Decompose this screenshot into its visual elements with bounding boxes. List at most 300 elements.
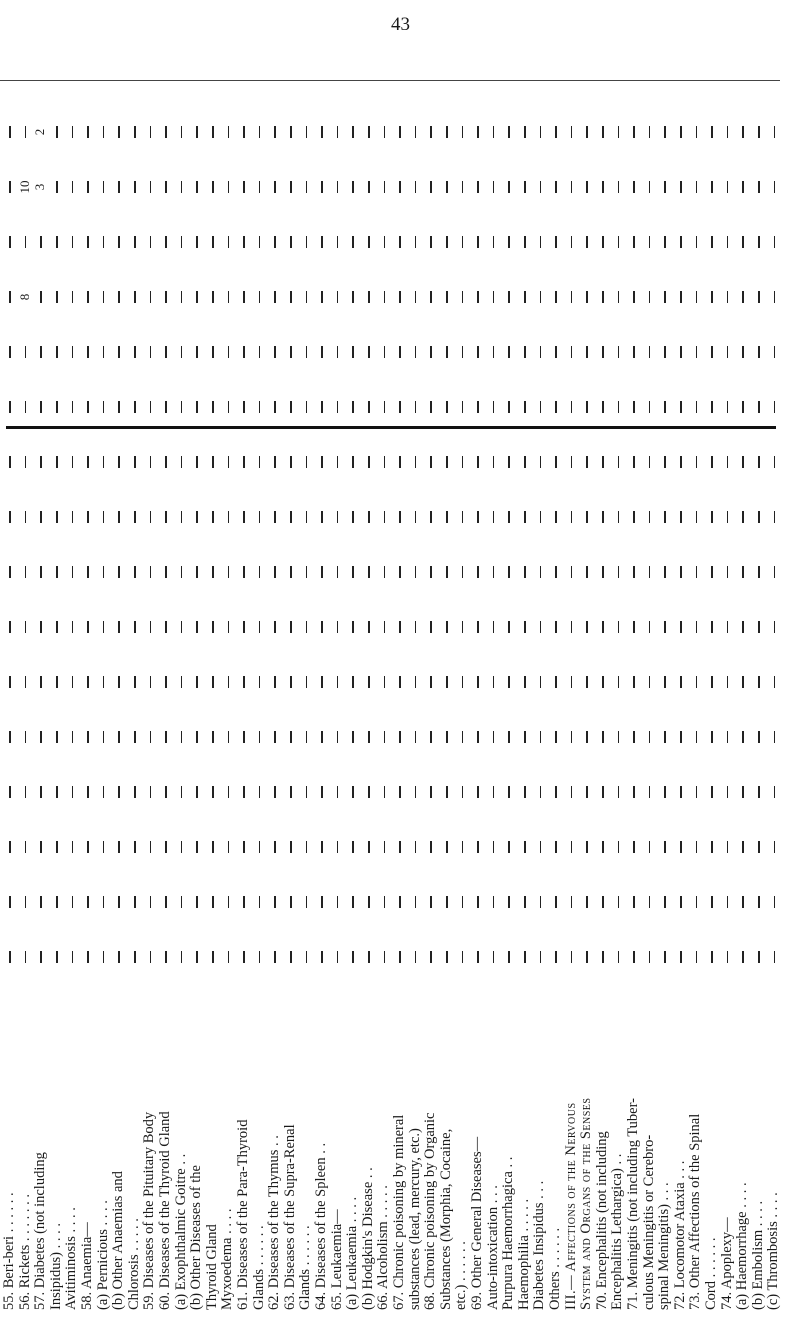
dash-mark xyxy=(352,566,354,578)
dash-mark xyxy=(290,841,292,853)
dash-mark xyxy=(477,181,479,193)
dash-mark xyxy=(555,731,557,743)
dash-mark xyxy=(196,346,198,358)
dash-mark xyxy=(649,951,651,963)
dash-mark xyxy=(337,676,339,688)
dash-mark xyxy=(399,511,401,523)
dash-mark xyxy=(540,291,542,303)
dash-mark xyxy=(243,346,245,358)
dash-mark xyxy=(664,401,666,413)
dash-mark xyxy=(555,566,557,578)
dash-mark xyxy=(430,511,432,523)
dash-mark xyxy=(165,401,167,413)
dash-mark xyxy=(742,126,744,138)
dash-mark xyxy=(415,346,417,358)
dash-mark xyxy=(696,511,698,523)
dash-mark xyxy=(196,126,198,138)
dash-mark xyxy=(290,401,292,413)
dash-mark xyxy=(586,621,588,633)
dash-mark xyxy=(493,566,495,578)
dash-mark xyxy=(212,511,214,523)
dash-mark xyxy=(134,401,136,413)
dash-mark xyxy=(150,236,152,248)
dash-mark xyxy=(555,621,557,633)
dash-mark xyxy=(758,566,760,578)
dash-mark xyxy=(118,401,120,413)
dash-mark xyxy=(586,346,588,358)
dash-mark xyxy=(493,786,495,798)
row-text: Apoplexy— xyxy=(718,1217,735,1290)
row-text: Diabetes (not including xyxy=(32,1152,49,1289)
row-text: Chronic poisoning by mineral xyxy=(391,1114,407,1289)
dash-mark xyxy=(196,786,198,798)
dash-mark xyxy=(118,291,120,303)
dash-mark xyxy=(352,676,354,688)
dash-mark xyxy=(25,786,27,798)
dash-mark xyxy=(368,841,370,853)
dash-mark xyxy=(212,786,214,798)
dash-mark xyxy=(306,126,308,138)
dash-mark xyxy=(384,401,386,413)
row-text: Chlorosis . . . . . xyxy=(125,1218,142,1310)
dash-mark xyxy=(243,181,245,193)
dash-mark xyxy=(680,841,682,853)
dash-mark xyxy=(118,126,120,138)
dash-mark xyxy=(399,291,401,303)
dash-mark xyxy=(321,566,323,578)
dash-mark xyxy=(25,621,27,633)
row-number: 66. xyxy=(375,1289,392,1310)
dash-mark xyxy=(72,291,74,303)
row-number: 68. xyxy=(422,1288,439,1310)
dash-mark xyxy=(602,456,604,468)
dash-mark xyxy=(259,896,261,908)
dash-mark xyxy=(602,566,604,578)
dash-mark xyxy=(290,786,292,798)
dash-mark xyxy=(72,456,74,468)
dash-mark xyxy=(446,181,448,193)
dash-mark xyxy=(571,676,573,688)
dash-mark xyxy=(103,291,105,303)
dash-mark xyxy=(212,841,214,853)
dash-mark xyxy=(25,236,27,248)
page-number: 43 xyxy=(391,14,410,35)
dash-mark xyxy=(711,346,713,358)
dash-mark xyxy=(259,841,261,853)
dash-mark xyxy=(649,841,651,853)
dash-mark xyxy=(290,456,292,468)
dash-mark xyxy=(742,291,744,303)
dash-mark xyxy=(571,731,573,743)
dash-mark xyxy=(56,346,58,358)
row-text: Diseases of the Supra-Renal xyxy=(281,1124,298,1289)
dash-mark xyxy=(25,456,27,468)
dash-mark xyxy=(524,456,526,468)
dash-mark xyxy=(25,841,27,853)
dash-mark xyxy=(196,511,198,523)
dash-mark xyxy=(680,346,682,358)
dash-mark xyxy=(87,566,89,578)
dash-mark xyxy=(680,456,682,468)
dash-mark xyxy=(727,951,729,963)
dash-mark xyxy=(150,181,152,193)
dash-mark xyxy=(774,676,776,688)
dash-mark xyxy=(9,181,11,193)
table-cell xyxy=(764,222,782,262)
dash-mark xyxy=(571,456,573,468)
dash-mark xyxy=(134,566,136,578)
dash-mark xyxy=(228,126,230,138)
dash-mark xyxy=(274,291,276,303)
dash-mark xyxy=(321,731,323,743)
dash-mark xyxy=(87,731,89,743)
dash-mark xyxy=(368,456,370,468)
dash-mark xyxy=(87,126,89,138)
dash-mark xyxy=(274,566,276,578)
dash-mark xyxy=(711,676,713,688)
dash-mark xyxy=(774,126,776,138)
dash-mark xyxy=(118,676,120,688)
dash-mark xyxy=(352,951,354,963)
dash-mark xyxy=(446,291,448,303)
table-cell xyxy=(764,332,782,372)
dash-mark xyxy=(508,951,510,963)
table-cell xyxy=(764,497,782,537)
dash-mark xyxy=(633,511,635,523)
dash-mark xyxy=(306,181,308,193)
row-text: Others . . . . . . xyxy=(547,1227,563,1310)
dash-mark xyxy=(633,126,635,138)
dash-mark xyxy=(40,346,42,358)
dash-mark xyxy=(571,346,573,358)
row-text: Auto-intoxication . . . xyxy=(484,1185,501,1310)
dash-mark xyxy=(384,951,386,963)
dash-mark xyxy=(555,346,557,358)
dash-mark xyxy=(321,951,323,963)
dash-mark xyxy=(493,181,495,193)
dash-mark xyxy=(602,236,604,248)
dash-mark xyxy=(72,346,74,358)
row-text: Alcoholism . . . . . xyxy=(375,1185,392,1290)
dash-mark xyxy=(477,676,479,688)
dash-mark xyxy=(742,236,744,248)
dash-mark xyxy=(134,346,136,358)
dash-mark xyxy=(274,126,276,138)
dash-mark xyxy=(384,181,386,193)
dash-mark xyxy=(9,896,11,908)
dash-mark xyxy=(25,731,27,743)
dash-mark xyxy=(586,676,588,688)
dash-mark xyxy=(337,511,339,523)
dash-mark xyxy=(274,236,276,248)
dash-mark xyxy=(415,236,417,248)
dash-mark xyxy=(664,511,666,523)
dash-mark xyxy=(259,456,261,468)
dash-mark xyxy=(118,566,120,578)
dash-mark xyxy=(742,401,744,413)
dash-mark xyxy=(134,621,136,633)
dash-mark xyxy=(774,456,776,468)
dash-mark xyxy=(290,566,292,578)
dash-mark xyxy=(680,786,682,798)
dash-mark xyxy=(742,181,744,193)
row-number: 65. xyxy=(328,1288,345,1310)
dash-mark xyxy=(384,511,386,523)
row-text: Other Affections of the Spinal xyxy=(687,1113,704,1289)
dash-mark xyxy=(384,566,386,578)
table-cell xyxy=(764,717,782,757)
dash-mark xyxy=(430,346,432,358)
dash-mark xyxy=(446,731,448,743)
dash-mark xyxy=(555,181,557,193)
dash-mark xyxy=(384,621,386,633)
dash-mark xyxy=(352,401,354,413)
dash-mark xyxy=(352,731,354,743)
dash-mark xyxy=(696,291,698,303)
dash-mark xyxy=(72,236,74,248)
dash-mark xyxy=(462,621,464,633)
dash-mark xyxy=(212,731,214,743)
dash-mark xyxy=(696,621,698,633)
dash-mark xyxy=(228,291,230,303)
dash-mark xyxy=(649,621,651,633)
dash-mark xyxy=(493,621,495,633)
dash-mark xyxy=(368,951,370,963)
dash-mark xyxy=(399,236,401,248)
dash-mark xyxy=(134,456,136,468)
dash-mark xyxy=(664,291,666,303)
dash-mark xyxy=(134,786,136,798)
dash-mark xyxy=(618,511,620,523)
dash-mark xyxy=(727,841,729,853)
dash-mark xyxy=(727,566,729,578)
dash-mark xyxy=(228,401,230,413)
dash-mark xyxy=(72,511,74,523)
dash-mark xyxy=(540,621,542,633)
dash-mark xyxy=(571,621,573,633)
dash-mark xyxy=(524,951,526,963)
dash-mark xyxy=(446,401,448,413)
dash-mark xyxy=(259,401,261,413)
dash-mark xyxy=(664,841,666,853)
dash-mark xyxy=(165,181,167,193)
dash-mark xyxy=(181,126,183,138)
dash-mark xyxy=(337,731,339,743)
dash-mark xyxy=(103,786,105,798)
dash-mark xyxy=(181,676,183,688)
dash-mark xyxy=(680,291,682,303)
dash-mark xyxy=(118,236,120,248)
row-text: substances (lead, mercury, etc.) xyxy=(406,1128,423,1310)
row-text: Rickets . . . . . . . xyxy=(16,1194,33,1289)
dash-mark xyxy=(758,126,760,138)
dash-mark xyxy=(415,896,417,908)
dash-mark xyxy=(259,346,261,358)
table-cell xyxy=(764,662,782,702)
dash-mark xyxy=(649,786,651,798)
dash-mark xyxy=(9,401,11,413)
dash-mark xyxy=(540,236,542,248)
dash-mark xyxy=(649,181,651,193)
dash-mark xyxy=(87,236,89,248)
dash-mark xyxy=(243,456,245,468)
dash-mark xyxy=(181,896,183,908)
dash-mark xyxy=(571,401,573,413)
dash-mark xyxy=(165,731,167,743)
dash-mark xyxy=(165,456,167,468)
dash-mark xyxy=(430,456,432,468)
dash-mark xyxy=(9,346,11,358)
dash-mark xyxy=(758,896,760,908)
dash-mark xyxy=(337,621,339,633)
dash-mark xyxy=(290,181,292,193)
dash-mark xyxy=(477,236,479,248)
dash-mark xyxy=(274,511,276,523)
dash-mark xyxy=(493,896,495,908)
table-cell xyxy=(764,772,782,812)
dash-mark xyxy=(150,291,152,303)
dash-mark xyxy=(524,841,526,853)
dash-mark xyxy=(290,731,292,743)
dash-mark xyxy=(134,896,136,908)
dash-mark xyxy=(368,346,370,358)
dash-mark xyxy=(774,621,776,633)
dash-mark xyxy=(72,676,74,688)
dash-mark xyxy=(430,951,432,963)
row-text: Encephalitis (not including xyxy=(593,1131,610,1289)
dash-mark xyxy=(524,896,526,908)
row-text: Other General Diseases— xyxy=(469,1136,485,1289)
dash-mark xyxy=(337,346,339,358)
dash-mark xyxy=(524,126,526,138)
dash-mark xyxy=(384,731,386,743)
dash-mark xyxy=(384,346,386,358)
row-text: Encephalitis Lethargica) . . xyxy=(609,1153,626,1310)
row-number: 71. xyxy=(625,1288,641,1310)
dash-mark xyxy=(571,951,573,963)
dash-mark xyxy=(40,456,42,468)
dash-mark xyxy=(290,346,292,358)
dash-mark xyxy=(103,676,105,688)
dash-mark xyxy=(586,511,588,523)
dash-mark xyxy=(228,456,230,468)
dash-mark xyxy=(774,896,776,908)
dash-mark xyxy=(352,181,354,193)
row-text: Myxoedema . . . . xyxy=(219,1208,236,1310)
dash-mark xyxy=(680,511,682,523)
dash-mark xyxy=(774,291,776,303)
table-cell xyxy=(764,112,782,152)
dash-mark xyxy=(9,456,11,468)
dash-mark xyxy=(540,456,542,468)
dash-mark xyxy=(196,291,198,303)
dash-mark xyxy=(774,401,776,413)
row-text: (b) Other Anaemias and xyxy=(110,1171,127,1310)
dash-mark xyxy=(165,786,167,798)
dash-mark xyxy=(493,126,495,138)
dash-mark xyxy=(524,511,526,523)
dash-mark xyxy=(9,126,11,138)
dash-mark xyxy=(384,676,386,688)
dash-mark xyxy=(649,236,651,248)
dash-mark xyxy=(243,621,245,633)
dash-mark xyxy=(56,731,58,743)
table-cell xyxy=(764,552,782,592)
dash-mark xyxy=(321,511,323,523)
dash-mark xyxy=(274,401,276,413)
dash-mark xyxy=(56,181,58,193)
dash-mark xyxy=(680,896,682,908)
row-text: Locomotor Ataxia . . . xyxy=(671,1160,688,1289)
dash-mark xyxy=(586,896,588,908)
dash-mark xyxy=(664,126,666,138)
dash-mark xyxy=(87,291,89,303)
dash-mark xyxy=(368,786,370,798)
dash-mark xyxy=(758,181,760,193)
dash-mark xyxy=(243,731,245,743)
row-text: (c) Thrombosis . . . . xyxy=(765,1192,782,1310)
dash-mark xyxy=(618,731,620,743)
row-text: Substances (Morphia, Cocaine, xyxy=(437,1128,454,1310)
dash-mark xyxy=(477,291,479,303)
row-number: 73. xyxy=(687,1288,704,1310)
table-cell xyxy=(764,937,782,977)
dash-mark xyxy=(165,346,167,358)
dash-mark xyxy=(228,896,230,908)
dash-mark xyxy=(181,511,183,523)
dash-mark xyxy=(134,841,136,853)
dash-mark xyxy=(150,126,152,138)
dash-mark xyxy=(150,621,152,633)
row-text: Diseases of the Para-Thyroid xyxy=(235,1119,251,1289)
dash-mark xyxy=(337,401,339,413)
dash-mark xyxy=(212,676,214,688)
dash-mark xyxy=(696,951,698,963)
dash-mark xyxy=(727,126,729,138)
row-text: Haemophilia . . . . . xyxy=(515,1198,532,1310)
dash-mark xyxy=(633,676,635,688)
dash-mark xyxy=(462,456,464,468)
dash-mark xyxy=(696,841,698,853)
table-cell: 10 xyxy=(16,180,32,194)
dash-mark xyxy=(680,676,682,688)
dash-mark xyxy=(56,841,58,853)
dash-mark xyxy=(711,126,713,138)
dash-mark xyxy=(196,676,198,688)
dash-mark xyxy=(774,731,776,743)
dash-mark xyxy=(352,346,354,358)
dash-mark xyxy=(633,951,635,963)
dash-mark xyxy=(196,896,198,908)
dash-mark xyxy=(181,401,183,413)
dash-mark xyxy=(228,236,230,248)
dash-mark xyxy=(134,511,136,523)
dash-mark xyxy=(758,236,760,248)
dash-mark xyxy=(711,456,713,468)
dash-mark xyxy=(321,896,323,908)
row-text: (a) Haemorrhage . . . . xyxy=(734,1182,751,1310)
dash-mark xyxy=(384,786,386,798)
dash-mark xyxy=(40,676,42,688)
row-text: Avitiminosis . . . . xyxy=(63,1207,80,1310)
dash-mark xyxy=(415,291,417,303)
table-cell xyxy=(764,442,782,482)
dash-mark xyxy=(40,236,42,248)
dash-mark xyxy=(508,621,510,633)
dash-mark xyxy=(87,786,89,798)
dash-mark xyxy=(25,676,27,688)
dash-mark xyxy=(150,401,152,413)
